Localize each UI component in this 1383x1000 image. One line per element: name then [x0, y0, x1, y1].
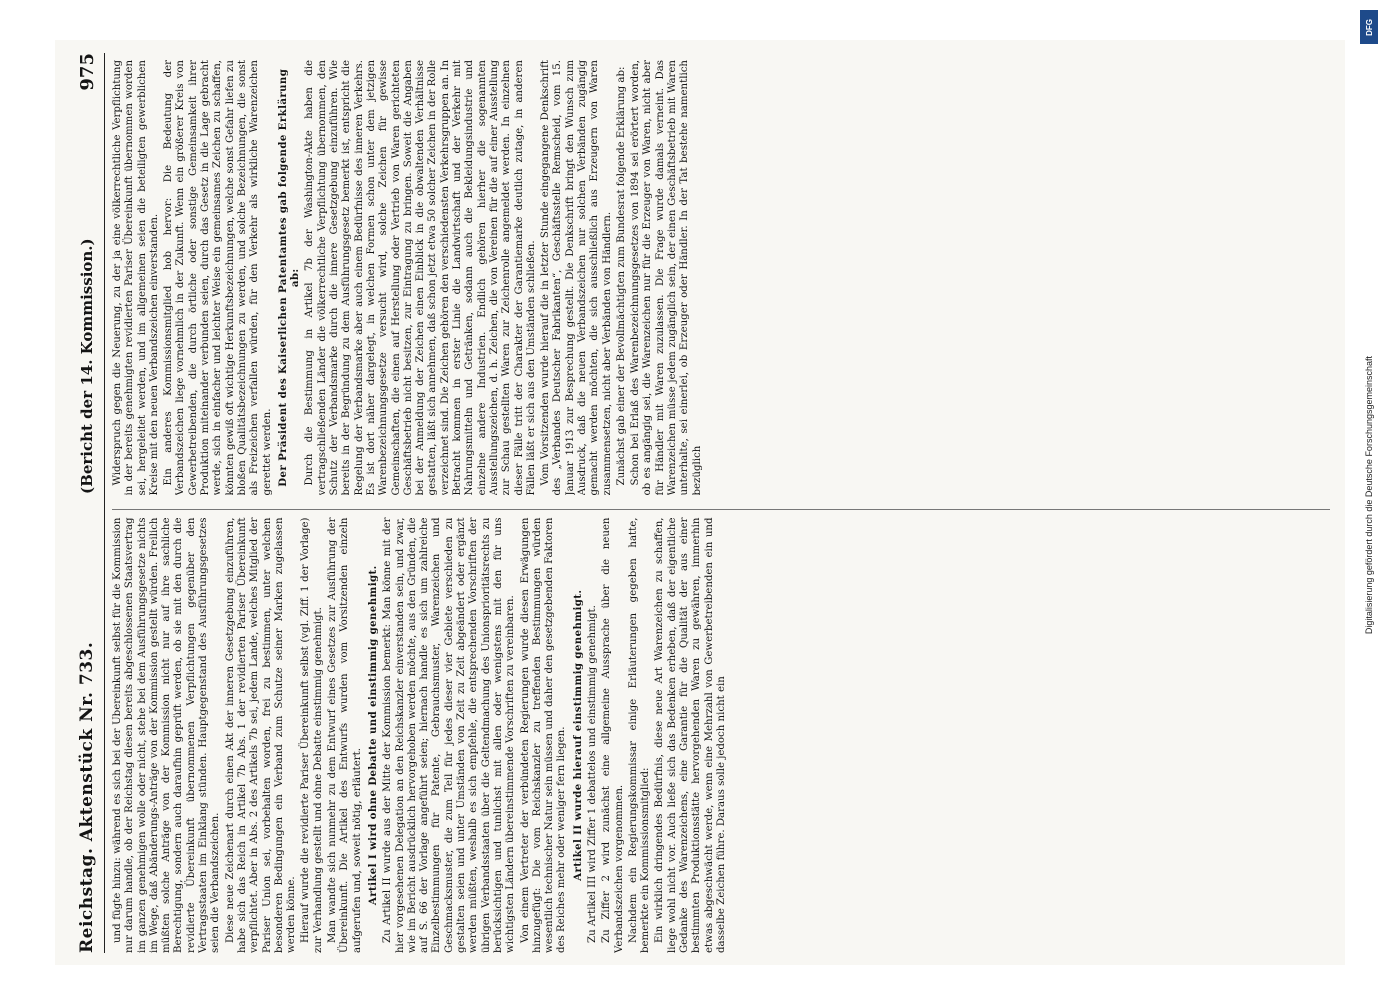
- header-left: Reichstag. Aktenstück Nr. 733.: [77, 641, 97, 953]
- credit-text: Digitalisierung gefördert durch die Deutsche Forschungsgemeinschaft: [1364, 355, 1374, 635]
- paragraph: Nachdem ein Regierungskommissar einige Erläuterungen gegeben hatte, bemerkte ein Kommissionsmitglied:: [627, 517, 652, 953]
- paragraph: Zu Artikel III wird Ziffer 1 debattelos und einstimmig genehmigt.: [586, 604, 598, 943]
- page-number: 975: [76, 52, 98, 91]
- text-columns: [112, 53, 1330, 953]
- page-header: [70, 53, 105, 953]
- paragraph: Der Präsident des Kaiserlichen Patentamtes gab folgende Erklärung ab:: [276, 68, 302, 487]
- paragraph: Ein anderes Kommissionsmitglied hob hervor: Die Bedeutung der Verbandszeichen liege vornehmlich in der Zukunft. Wenn ein größerer Kreis von Gewerbetreibenden, die durch örtliche oder sonstige Gemeinsamkeit ihrer Produktion miteinander verbunden seien, durch das Gesetz in die Lage gebracht werde, sich in einfacher und leichter Weise ein gemeinsames Zeichen zu schaffen, könnten gewiß oft wichtige Herkunftsbezeichnungen, welche sonst Gefahr liefen zu bloßen Qualitätsbezeichnungen zu werden, und solche Bezeichnungen, die sonst als Freizeichen verfallen würden, für den Verkehr als wirkliche Warenzeichen gerettet werden.: [163, 59, 273, 495]
- paragraph: Zunächst gab einer der Bevollmächtigten zum Bundesrat folgende Erklärung ab:: [615, 66, 627, 485]
- paragraph: Vom Vorsitzenden wurde hierauf die in letzter Stunde eingegangene Denkschrift des „Verbandes Deutscher Fabrikanten“, Geschäftsstelle Remscheid, vom 15. Januar 1913 zur Besprechung gestellt. Die Denkschrift bringt den Wunsch zum Ausdruck, daß die neuen Verbandszeichen nur solchen Verbänden zugängig gemacht werden möchten, die sich ausschließlich aus Erzeugern von Waren zusammensetzen, nicht aber Verbänden von Händlern.: [540, 59, 613, 495]
- paragraph: Hierauf wurde die revidierte Pariser Übereinkunft selbst (vgl. Ziff. 1 der Vorlage) zur Verhandlung gestellt und ohne Debatte einstimmig genehmigt.: [300, 517, 324, 953]
- digitization-credit: [1361, 10, 1377, 980]
- paragraph: Schon bei Erlaß des Warenbezeichnungsgesetzes von 1894 sei erörtert worden, ob es angängig sei, die Warenzeichen nur für die Erzeuger von Waren, nicht aber für Händler mit Waren zuzulassen. Die Frage wurde damals verneint. Das Warenzeichen müsse jedem zugänglich sein, der einen Geschäftsbetrieb mit Waren unterhalte, sei einerlei, ob Erzeuger oder Händler. In der Tat bestehe namentlich bezüglich: [630, 59, 703, 495]
- paragraph: Zu Ziffer 2 wird zunächst eine allgemeine Aussprache über die neuen Verbandszeichen vorgenommen.: [601, 517, 625, 953]
- paragraph: Artikel II wurde hierauf einstimmig genehmigt.: [571, 589, 584, 881]
- header-center: (Bericht der 14. Kommission.): [78, 237, 96, 494]
- paragraph: Artikel I wird ohne Debatte und einstimmig genehmigt.: [366, 564, 379, 905]
- dfg-logo: DFG: [1360, 10, 1378, 44]
- text-column-left: [112, 509, 1330, 953]
- rotated-page-content: [70, 53, 1330, 953]
- paragraph: Von einem Vertreter der verbündeten Regierungen wurde diesen Erwägungen hinzugefügt: Die vom Reichskanzler zu treffenden Bestimmungen würden wesentlich technischer Natur sein müssen und daher den gesetzgebenden Faktoren des Reiches mehr oder weniger fern liegen.: [519, 517, 568, 953]
- paragraph: Diese neue Zeichenart durch einen Akt der inneren Gesetzgebung einzuführen, habe sich das Reich in Artikel 7b Abs. 1 der revidierten Pariser Übereinkunft verpflichtet. Aber in Abs. 2 des Artikels 7b sei, jedem Lande, welches Mitglied der Pariser Union sei, vorbehalten worden, frei zu bestimmen, unter welchen besonderen Bedingungen ein Verband zum Schutze seiner Marken zugelassen werden könne.: [224, 517, 298, 953]
- text-column-right: [112, 53, 1330, 496]
- paragraph: Zu Artikel II wurde aus der Mitte der Kommission bemerkt: Man könne mit der hier vorgesehenen Delegation an den Reichskanzler einverstanden sein, und zwar, wie im Bericht ausdrücklich hervorgehoben werden möchte, aus den Gründen, die auf S. 66 der Vorlage angeführt seien; hiernach handle es sich um zahlreiche Einzelbestimmungen für Patente, Gebrauchsmuster, Warenzeichen und Geschmacksmuster, die zum Teil für jedes dieser vier Gebiete verschieden zu gestalten seien und unter Umständen von Zeit zu Zeit abgeändert oder ergänzt werden müßten, weshalb es sich empfehle, die entsprechenden Vorschriften der übrigen Verbandsstaaten über die Geltendmachung des Unionsprioritätsrechts zu berücksichtigen und tunlichst mit allen oder wenigstens mit den für uns wichtigsten Ländern übereinstimmende Vorschriften zu vereinbaren.: [382, 517, 517, 953]
- paragraph: Ein wirklich dringendes Bedürfnis, diese neue Art Warenzeichen zu schaffen, liege wohl nicht vor. Auch ließe sich das Bedenken erheben, daß der eigentliche Gedanke des Warenzeichens, eine Garantie für die Qualität der aus einer bestimmten Produktionsstätte hervorgehenden Waren zu gewähren, immerhin etwas abgeschwächt werde, wenn eine Mehrzahl von Gewerbetreibenden ein und dasselbe Zeichen führe. Daraus solle jedoch nicht ein: [654, 517, 727, 953]
- scanned-page: [55, 40, 1345, 965]
- paragraph: und fügte hinzu: während es sich bei der Übereinkunft selbst für die Kommission nur darum handle, ob der Reichstag diesen bereits abgeschlossenen Staatsvertrag im ganzen genehmigen wolle oder nicht, stehe bei dem Ausführungsgesetze nichts im Wege, daß Abänderungs-Anträge von der Kommission gestellt würden. Freilich müßten solche Anträge von der Kommission nicht nur auf ihre sachliche Berechtigung, sondern auch daraufhin geprüft werden, ob sie mit den durch die revidierte Übereinkunft übernommenen Verpflichtungen gegenüber den Vertragsstaaten im Einklang stünden. Hauptgegenstand des Ausführungsgesetzes seien die Verbandszeichen.: [112, 517, 222, 953]
- paragraph: Man wandte sich nunmehr zu dem Entwurf eines Gesetzes zur Ausführung der Übereinkunft. Die Artikel des Entwurfs wurden vom Vorsitzenden einzeln aufgerufen und, soweit nötig, erläutert.: [327, 517, 363, 953]
- paragraph: Widerspruch gegen die Neuerung, zu der ja eine völkerrechtliche Verpflichtung in der bereits genehmigten revidierten Pariser Übereinkunft übernommen worden sei, hergeleitet werden, und im allgemeinen seien die beteiligten gewerblichen Kreise mit den neuen Verbandszeichen einverstanden.: [112, 59, 160, 495]
- paragraph: Durch die Bestimmung in Artikel 7b der Washington-Akte haben die vertragschließenden Länder die völkerrechtliche Verpflichtung übernommen, den Schutz der Verbandsmarke durch die innere Gesetzgebung einzuführen. Wie bereits in der Begründung zu dem Ausführungsgesetz bemerkt ist, entspricht die Regelung der Verbandsmarke aber auch einem Bedürfnisse des inneren Verkehrs. Es ist dort näher dargelegt, in welchen Formen schon unter dem jetzigen Warenbezeichnungsgesetze versucht wird, solche Zeichen für gewisse Gemeinschaften, die einen auf Herstellung oder Vertrieb von Waren gerichteten Geschäftsbetrieb nicht besitzen, zur Eintragung zu bringen. Soweit die Angaben bei der Anmeldung der Zeichen einen Einblick in die obwaltenden Verhältnisse gestatten, läßt sich annehmen, daß schon jetzt etwa 50 solcher Zeichen in der Rolle verzeichnet sind. Die Zeichen gehören den verschiedensten Verkehrsgruppen an. In Betracht kommen in erster Linie die Landwirtschaft und der Verkehr mit Nahrungsmitteln und Getränken, sodann auch die Bekleidungsindustrie und einzelne andere Industrien. Endlich gehören hierher die sogenannten Ausstellungszeichen, d. h. Zeichen, die von Vereinen für die auf einer Ausstellung zur Schau gestellten Waren zur Zeichenrolle angemeldet werden. In einzelnen dieser Fälle tritt der Charakter der Garantiemarke deutlich zutage, in anderen Fällen läßt er sich aus den Umständen schließen.: [304, 59, 537, 495]
